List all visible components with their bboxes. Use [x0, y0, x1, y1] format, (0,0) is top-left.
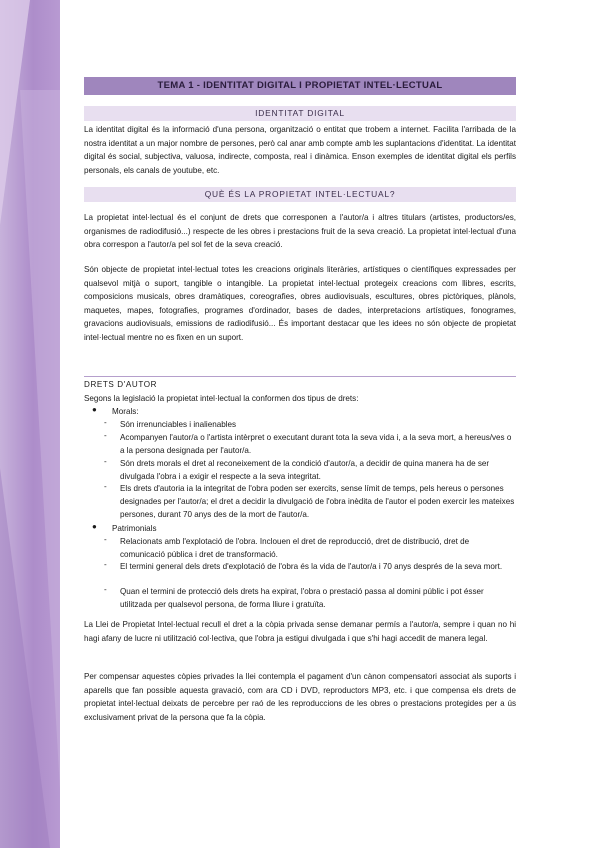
dash-icon: -: [104, 431, 107, 440]
drets-intro: Segons la legislació la propietat intel·lectual la conformen dos tipus de drets:: [84, 394, 359, 403]
morals-label: Morals:: [112, 407, 139, 416]
dash-icon: -: [104, 560, 107, 569]
dash-icon: -: [104, 482, 107, 491]
patrimonials-label: Patrimonials: [112, 524, 157, 533]
patrimonials-item: Relacionats amb l'explotació de l'obra. Inclouen el dret de reproducció, dret de distribució, dret de comunicació pública i dret de transformació.: [120, 537, 470, 559]
morals-item: Són irrenunciables i inalienables: [120, 420, 237, 429]
section-heading-propietat-intellectual: QUÈ ÉS LA PROPIETAT INTEL·LECTUAL?: [84, 187, 516, 202]
section-heading-drets-autor: DRETS D'AUTOR: [84, 380, 158, 389]
morals-item: Els drets d'autoria ia la integritat de l'obra poden ser exercits, sense límit de temps, pels hereus o persones designades per l'autor/a; el dret a decidir la divulgació de l'obra inèdita de l'autor el poden exercir les mateixes persones, durant 70 anys des de la mort de l'autor/a.: [120, 484, 515, 519]
patrimonials-item: El termini general dels drets d'explotació de l'obra és la vida de l'autor/a i 70 anys després de la seva mort.: [120, 562, 503, 571]
identitat-digital-paragraph: La identitat digital és la informació d'una persona, organització o entitat que trobem a internet. Facilita l'arribada de la nostra identitat a un major nombre de persones, però cal anar amb compte amb les suplantacions d'identitat. La identitat digital és social, subjectiva, valuosa, indirecte, composta, real i dinàmica. Enson exemples de identitat digital els perfils personals, els canals de youtube, etc.: [84, 125, 516, 175]
patrimonials-item: Quan el termini de protecció dels drets ha expirat, l'obra o prestació passa al domini públic i pot ésser utilitzada per qualsevol persona, de forma lliure i gratuïta.: [120, 587, 484, 609]
dash-icon: -: [104, 535, 107, 544]
dash-icon: -: [104, 585, 107, 594]
morals-item: Són drets morals el dret al reconeixement de la condició d'autor/a, a decidir de quina manera ha de ser divulgada l'obra i a exigir el respecte a la seva integritat.: [120, 459, 490, 481]
llei-paragraph: La Llei de Propietat Intel·lectual recull el dret a la còpia privada sense demanar permís a l'autor/a, sempre i quan no hi hagi afany de lucre ni utilització col·lectiva, que l'obra ja estigui divulgada i que s'hi hagi accedit de manera legal.: [84, 620, 516, 643]
dash-icon: -: [104, 418, 107, 427]
page-title: TEMA 1 - IDENTITAT DIGITAL I PROPIETAT INTEL·LECTUAL: [84, 77, 516, 95]
dash-icon: -: [104, 457, 107, 466]
bullet-icon: ●: [92, 405, 97, 414]
propietat-paragraph-1: La propietat intel·lectual és el conjunt de drets que corresponen a l'autor/a i altres titulars (artistes, productors/es, organismes de radiodifusió...) respecte de les obres i prestacions fruit de la seva creació. La propietat intel·lectual d'una obra correspon a l'autor/a pel sol fet de la seva creació.: [84, 213, 516, 249]
section-divider: [84, 376, 516, 377]
propietat-paragraph-2: Són objecte de propietat intel·lectual totes les creacions originals literàries, artístiques o científiques expressades per qualsevol mitjà o suport, tangible o intangible. La propietat intel·lectual protegeix creacions com llibres, escrits, composicions musicals, obres dramàtiques, coreografies, obres audiovisuals, escultures, obres pictòriques, plànols, maquetes, mapes, fotografies, programes d'ordinador, bases de dades, interpretacions artístiques, fonogrames, gravacions audiovisuals, emissions de radiodifusió... És important destacar que les idees no són objecte de propietat intel·lectual mentre no es fixen en un suport.: [84, 265, 516, 342]
compensar-paragraph: Per compensar aquestes còpies privades la llei contempla el pagament d'un cànon compensatori associat als suports i aparells que fan possible aquesta gravació, com ara CD i DVD, reproductors MP3, etc. i que compensa els drets de propietat intel·lectual deixats de percebre per raó de les reproduccions de les obres o prestacions protegides per a ús exclusivament privat de la persona que fa la còpia.: [84, 672, 516, 722]
decorative-side-band: [0, 0, 60, 848]
bullet-icon: ●: [92, 522, 97, 531]
section-heading-identitat-digital: IDENTITAT DIGITAL: [84, 106, 516, 121]
morals-item: Acompanyen l'autor/a o l'artista intèrpret o executant durant tota la seva vida i, a la seva mort, a hereus/ves o a la persona designada per l'autor/a.: [120, 433, 512, 455]
